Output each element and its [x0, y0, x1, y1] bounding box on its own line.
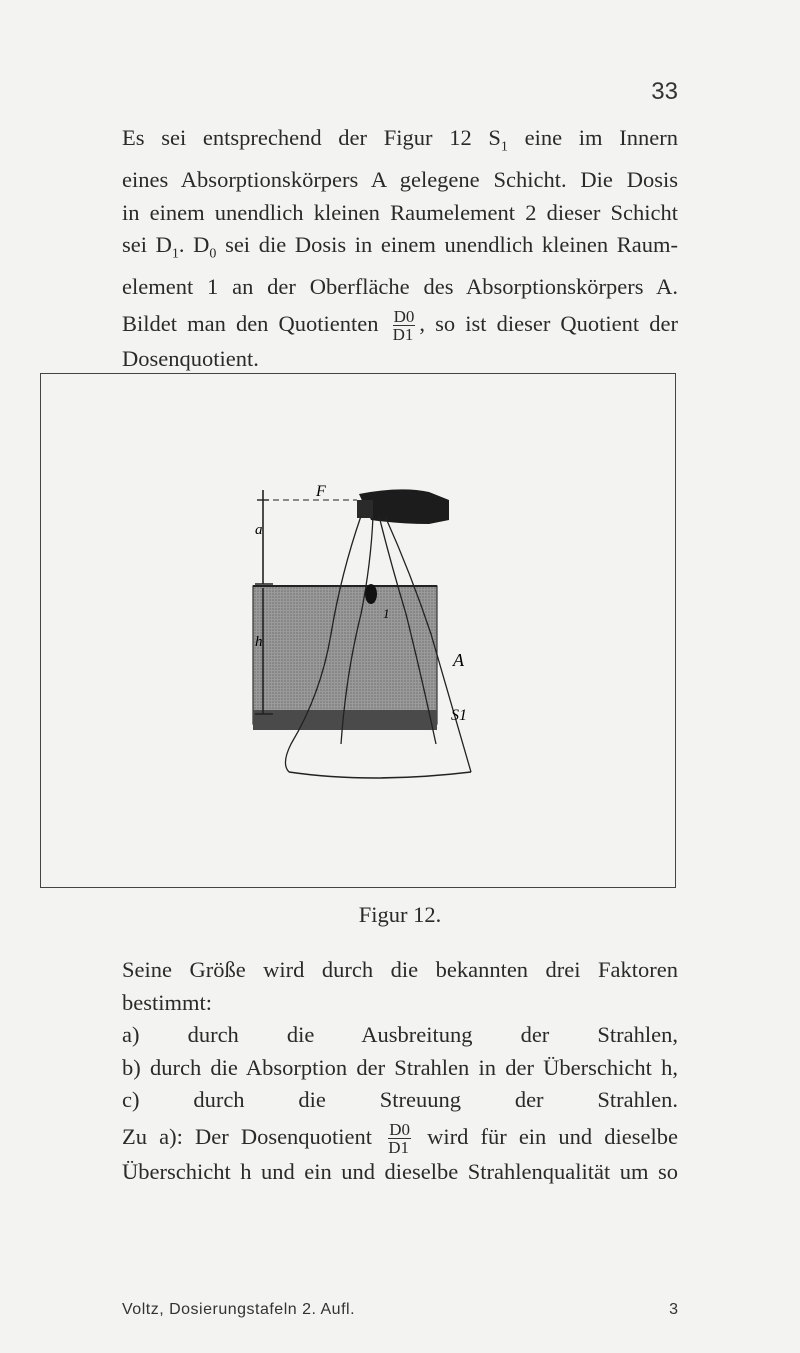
- label-f: F: [316, 483, 326, 500]
- text-line: sei $D_1$. $D_0$ sei die Dosis in einem unendlich kleinen Raum-: [122, 232, 678, 262]
- text-line: Dosenquotient.: [122, 345, 259, 371]
- text-line: eines Absorptionskörpers A gelegene Schicht. Die Dosis: [122, 167, 678, 192]
- list-item: a) durch die Ausbreitung der Strahlen,: [122, 1022, 678, 1047]
- text-line: Seine Größe wird durch die bekannten drei Faktoren: [122, 957, 678, 982]
- text-line: Überschicht h und ein und dieselbe Strahlenqualität um so: [122, 1158, 678, 1184]
- text-line: Bildet man den Quotienten $\frac{D0}{D1}$ , so ist dieser Quotient der: [122, 306, 678, 344]
- text-line: bestimmt:: [122, 989, 212, 1015]
- label-layer-s1: S1: [451, 707, 467, 724]
- label-a: a: [255, 522, 263, 538]
- figure-12-diagram: [41, 374, 674, 886]
- layer-s1: [253, 710, 437, 730]
- paragraph-factors: [122, 954, 678, 1188]
- label-h: h: [255, 634, 263, 650]
- footer-signature: Voltz, Dosierungstafeln 2. Aufl.: [122, 1301, 356, 1318]
- list-item: c) durch die Streuung der Strahlen.: [122, 1087, 678, 1112]
- text-line: element 1 an der Oberfläche des Absorptionskörpers A.: [122, 274, 678, 299]
- text-line: Es sei entsprechend der Figur 12 $S_1$ eine im Innern: [122, 125, 678, 155]
- label-element-1: 1: [383, 606, 390, 621]
- paragraph-intro: [122, 122, 678, 375]
- fraction-d0-d1: $\frac{D0}{D1}$: [388, 1119, 410, 1157]
- label-absorption-body: A: [453, 650, 464, 670]
- list-item: b) durch die Absorption der Strahlen in der Überschicht h,: [122, 1054, 678, 1080]
- element-1: [365, 584, 377, 604]
- figure-12-frame: [40, 373, 676, 888]
- page-number: 33: [651, 78, 678, 105]
- figure-caption: Figur 12.: [358, 902, 442, 927]
- fraction-d0-d1: $\frac{D0}{D1}$: [392, 306, 415, 344]
- footer-sheet-number: 3: [669, 1301, 678, 1318]
- text-line: in einem unendlich kleinen Raumelement 2 dieser Schicht: [122, 199, 678, 225]
- text-line: Zu a): Der Dosenquotient $\frac{D0}{D1}$ wird für ein und dieselbe: [122, 1119, 679, 1157]
